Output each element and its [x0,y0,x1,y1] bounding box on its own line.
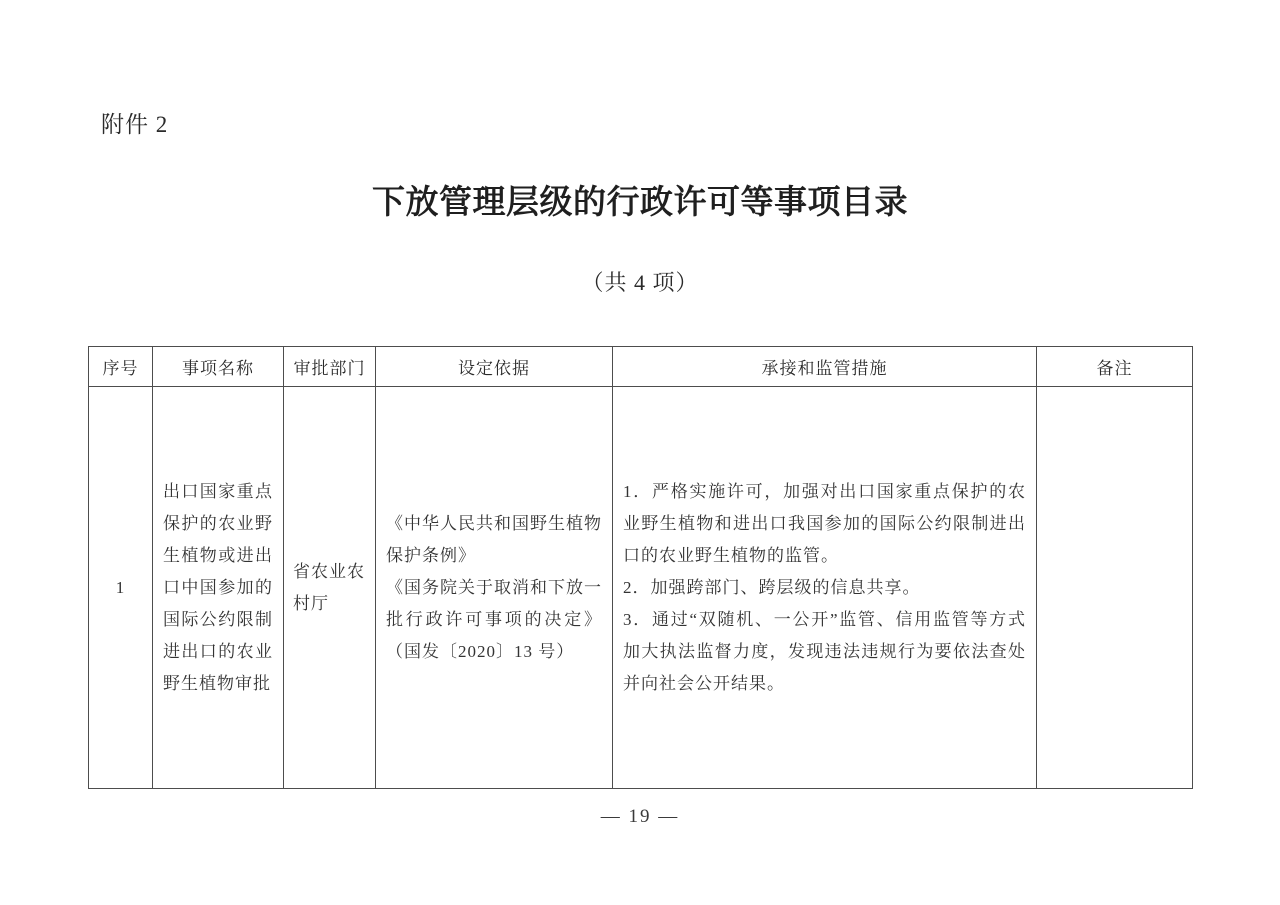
header-remarks: 备注 [1037,347,1193,387]
page-number: — 19 — [600,806,680,827]
legal-basis-paragraph: 《国务院关于取消和下放一批行政许可事项的决定》（国发〔2020〕13 号） [386,577,602,661]
header-item-name: 事项名称 [153,347,284,387]
cell-seq: 1 [89,387,153,789]
measure-paragraph: 2．加强跨部门、跨层级的信息共享。 [623,577,921,597]
header-seq: 序号 [89,347,153,387]
header-measures: 承接和监管措施 [613,347,1037,387]
catalog-table [88,346,1193,789]
cell-approval-dept: 省农业农村厅 [284,387,376,789]
item-count-subtitle: （共 4 项） [581,270,699,295]
attachment-label: 附件 2 [101,112,169,137]
cell-item-name: 出口国家重点保护的农业野生植物或进出口中国参加的国际公约限制进出口的农业野生植物审批 [153,387,284,789]
header-approval-dept: 审批部门 [284,347,376,387]
legal-basis-paragraph: 《中华人民共和国野生植物保护条例》 [386,513,602,565]
measure-paragraph: 1．严格实施许可，加强对出口国家重点保护的农业野生植物和进出口我国参加的国际公约限制进出口的农业野生植物的监管。 [623,481,1026,565]
measure-paragraph: 3．通过“双随机、一公开”监管、信用监管等方式加大执法监督力度，发现违法违规行为要依法查处并向社会公开结果。 [623,609,1026,693]
header-legal-basis: 设定依据 [376,347,613,387]
table-header-row [89,347,1193,387]
cell-measures [613,387,1037,789]
cell-legal-basis [376,387,613,789]
page-title: 下放管理层级的行政许可等事项目录 [372,183,908,220]
table-row [89,387,1193,789]
cell-remarks [1037,387,1193,789]
